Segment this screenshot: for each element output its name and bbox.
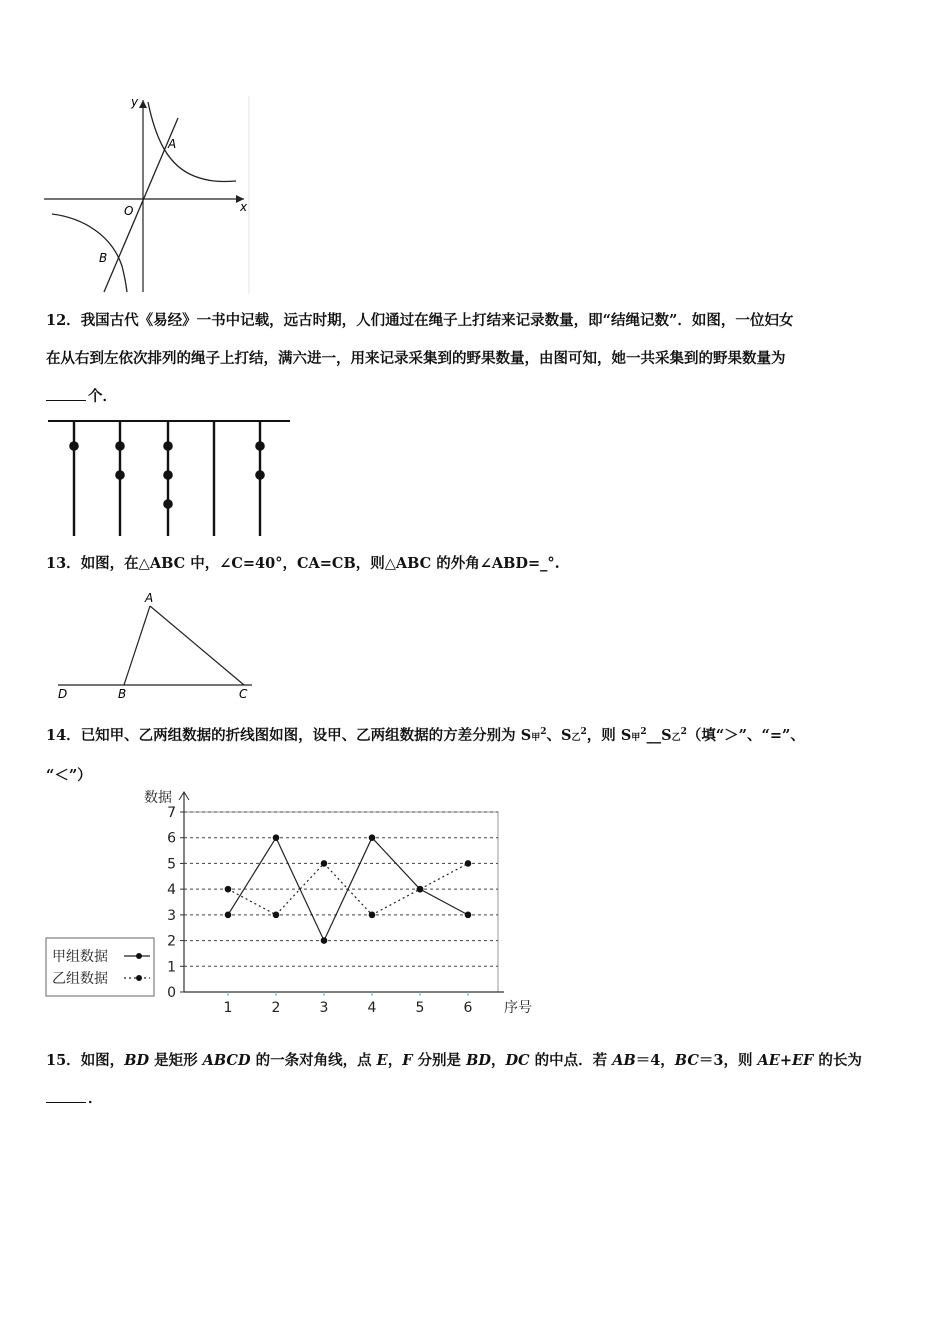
q13-text: 如图，在△ABC 中，∠C=40°，CA=CB，则△ABC 的外角∠ABD=_°. bbox=[80, 555, 560, 572]
line-chart bbox=[44, 784, 544, 1024]
q15-t2: 的一条对角线，点 bbox=[250, 1052, 377, 1069]
q15-number: 15． bbox=[46, 1052, 81, 1069]
question-14 bbox=[46, 713, 916, 795]
legend-entry: 甲组数据 bbox=[52, 949, 108, 965]
knot bbox=[255, 470, 265, 480]
q14-line1 bbox=[46, 713, 916, 757]
q15-e: E bbox=[376, 1052, 388, 1069]
vertex-a-label: A bbox=[145, 591, 154, 605]
q15-eq3: ＝3，则 bbox=[698, 1052, 758, 1069]
q14-text: 已知甲、乙两组数据的折线图如图，设甲、乙两组数据的方差分别为 S bbox=[80, 726, 532, 744]
figure-q14-chart bbox=[44, 784, 544, 1024]
legend-marker bbox=[136, 975, 142, 981]
q15-aeef: AE+EF bbox=[757, 1052, 814, 1069]
data-point bbox=[273, 912, 280, 919]
q15-f: F bbox=[402, 1052, 413, 1069]
question-12 bbox=[46, 302, 916, 416]
y-tick-label: 3 bbox=[167, 907, 176, 924]
sup-1: 2 bbox=[540, 727, 547, 737]
data-point bbox=[225, 886, 232, 893]
sub-yi-2: 乙 bbox=[671, 732, 681, 743]
question-15 bbox=[46, 1042, 916, 1118]
x-tick-label: 4 bbox=[367, 1000, 377, 1016]
y-tick-label: 7 bbox=[167, 805, 176, 821]
q12-text-3: 个． bbox=[88, 388, 117, 405]
answer-blank-15[interactable] bbox=[46, 1088, 86, 1103]
sup-2: 2 bbox=[580, 727, 587, 737]
q14-number: 14． bbox=[46, 726, 81, 744]
data-point bbox=[465, 912, 472, 919]
knot bbox=[115, 470, 125, 480]
knot bbox=[163, 470, 173, 480]
q15-comma-1: ， bbox=[387, 1052, 403, 1069]
x-tick-label: 1 bbox=[223, 1000, 233, 1016]
q15-t1: 是矩形 bbox=[149, 1052, 203, 1069]
sub-yi-1: 乙 bbox=[571, 732, 581, 743]
q15-bc: BC bbox=[674, 1052, 699, 1069]
x-tick-label: 6 bbox=[463, 1000, 473, 1016]
q15-line2 bbox=[46, 1080, 916, 1118]
sup-3: 2 bbox=[640, 727, 647, 737]
x-tick-label: 2 bbox=[271, 1000, 281, 1016]
q15-comma-2: ， bbox=[490, 1052, 506, 1069]
point-a-label: A bbox=[168, 137, 177, 151]
q15-t3: 分别是 bbox=[412, 1052, 467, 1069]
sub-jia-2: 甲 bbox=[631, 732, 641, 743]
figure-q11 bbox=[44, 96, 254, 294]
knot bbox=[69, 441, 79, 451]
knot bbox=[115, 441, 125, 451]
point-b-label: B bbox=[99, 251, 108, 265]
q15-bd2: BD bbox=[466, 1052, 491, 1069]
point-d-label: D bbox=[58, 687, 68, 701]
data-point bbox=[369, 834, 376, 841]
y-tick-label: 0 bbox=[167, 985, 176, 1001]
q15-pre: 如图， bbox=[80, 1052, 125, 1069]
q12-number: 12． bbox=[46, 312, 81, 329]
q15-t5: 的长为 bbox=[813, 1052, 862, 1069]
origin-label: O bbox=[124, 204, 134, 218]
sup-4: 2 bbox=[680, 727, 687, 737]
data-point bbox=[369, 912, 376, 919]
data-point bbox=[465, 860, 472, 867]
q15-eq4: ＝4， bbox=[635, 1052, 675, 1069]
knot bbox=[163, 499, 173, 509]
q14-fill-hint: （填“＞”、“=”、 bbox=[686, 726, 805, 744]
q12-line2: 在从右到左依次排列的绳子上打结，满六进一，用来记录采集到的野果数量，由图可知，她一共采集到的野果数量为 bbox=[46, 350, 786, 367]
vertex-c-label: C bbox=[239, 687, 248, 701]
y-axis-label: 数据 bbox=[144, 790, 172, 806]
q15-dc: DC bbox=[505, 1052, 530, 1069]
q12-line1 bbox=[46, 302, 916, 340]
x-tick-label: 3 bbox=[319, 1000, 329, 1016]
x-tick-label: 5 bbox=[415, 1000, 425, 1016]
q13-number: 13． bbox=[46, 555, 81, 572]
y-tick-label: 5 bbox=[167, 856, 176, 873]
sub-jia-1: 甲 bbox=[531, 732, 541, 743]
question-13 bbox=[46, 545, 916, 583]
legend-box bbox=[46, 938, 154, 996]
legend-marker bbox=[136, 953, 142, 959]
x-axis-label: 序号 bbox=[504, 1000, 532, 1016]
data-point bbox=[273, 834, 280, 841]
data-point bbox=[321, 937, 328, 944]
y-tick-label: 1 bbox=[167, 959, 176, 976]
legend-entry: 乙组数据 bbox=[52, 971, 108, 987]
q15-end: ． bbox=[88, 1090, 103, 1107]
q15-ab: AB bbox=[612, 1052, 636, 1069]
figure-q13-triangle bbox=[52, 588, 262, 704]
q14-sep: 、S bbox=[546, 726, 572, 744]
data-point bbox=[225, 912, 232, 919]
q14-s-yi: S bbox=[661, 726, 672, 744]
q12-line3 bbox=[46, 378, 916, 416]
q14-then: ，则 S bbox=[586, 726, 632, 744]
figure-q12-ropes bbox=[46, 416, 292, 540]
q15-line1 bbox=[46, 1042, 916, 1080]
answer-blank[interactable] bbox=[46, 386, 86, 401]
knot bbox=[163, 441, 173, 451]
x-axis-label: x bbox=[240, 200, 248, 214]
y-tick-label: 6 bbox=[167, 830, 176, 847]
data-point bbox=[417, 886, 424, 893]
q15-abcd: ABCD bbox=[202, 1052, 251, 1069]
y-tick-label: 2 bbox=[167, 933, 176, 950]
answer-blank-14[interactable]: __ bbox=[646, 726, 662, 744]
knot bbox=[255, 441, 265, 451]
y-tick-label: 4 bbox=[167, 882, 176, 899]
data-point bbox=[321, 860, 328, 867]
q14-line2: “＜”） bbox=[46, 766, 92, 784]
q12-text-1: 我国古代《易经》一书中记载，远古时期，人们通过在绳子上打结来记录数量，即“结绳记数”．如图，一位妇女 bbox=[80, 312, 794, 329]
q15-bd: BD bbox=[124, 1052, 150, 1069]
plot-frame bbox=[184, 812, 498, 992]
y-axis-label: y bbox=[131, 96, 139, 109]
q15-t4: 的中点．若 bbox=[529, 1052, 613, 1069]
vertex-b-label: B bbox=[118, 687, 127, 701]
